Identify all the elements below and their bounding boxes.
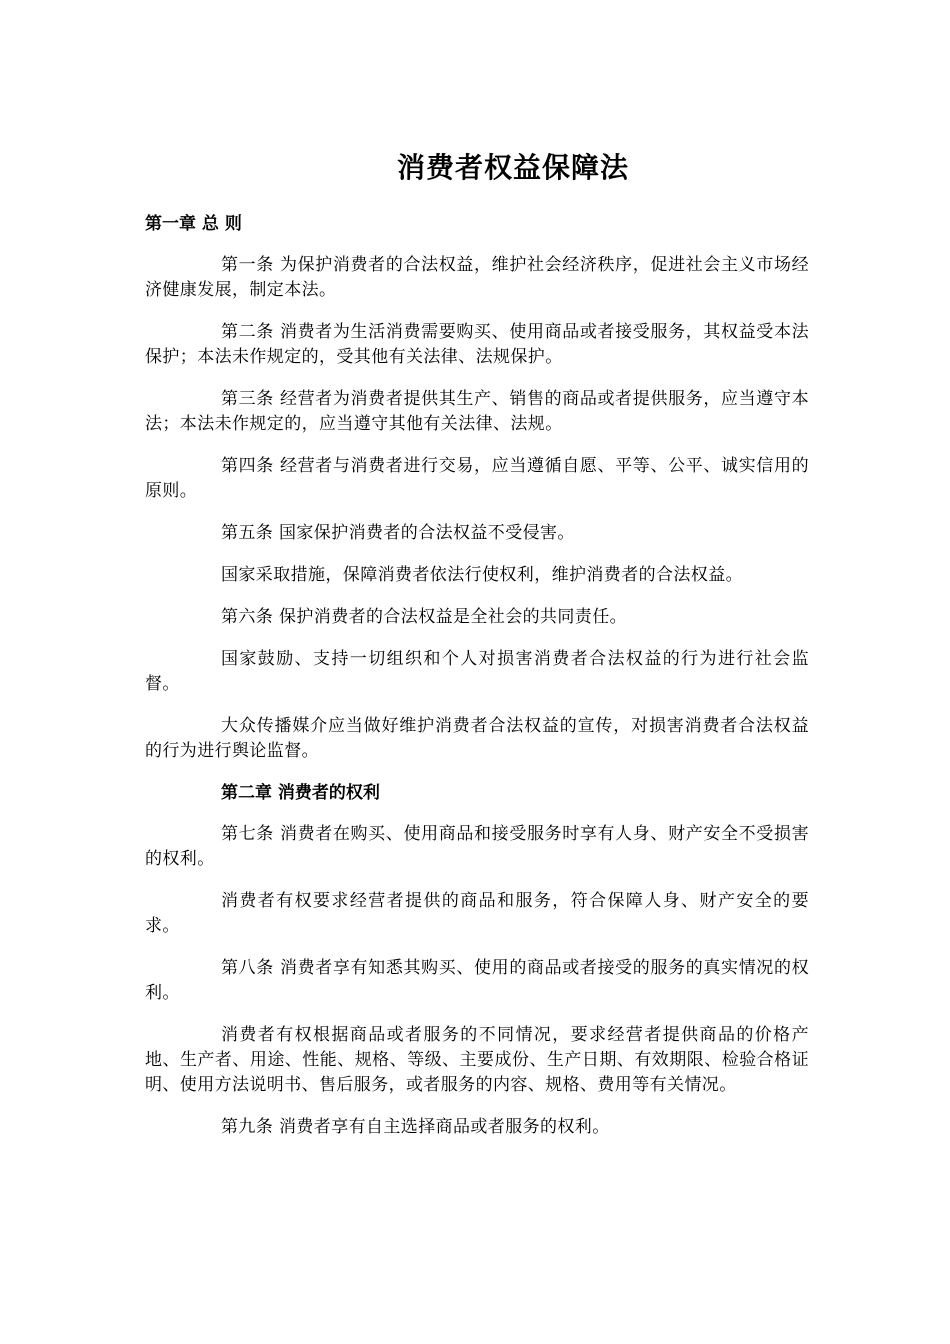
document-body [145,212,809,1157]
article-4: 第四条 经营者与消费者进行交易，应当遵循自愿、平等、公平、诚实信用的原则。 [145,456,809,501]
chapter-1-heading: 第一章 总 则 [145,214,242,234]
chapter-2-heading: 第二章 消费者的权利 [221,783,380,803]
article-6-paragraph-2: 国家鼓励、支持一切组织和个人对损害消费者合法权益的行为进行社会监督。 [145,649,809,694]
article-7-paragraph-2: 消费者有权要求经营者提供的商品和服务，符合保障人身、财产安全的要求。 [145,891,809,936]
article-6: 第六条 保护消费者的合法权益是全社会的共同责任。 [221,607,628,627]
article-8: 第八条 消费者享有知悉其购买、使用的商品或者接受的服务的真实情况的权利。 [145,958,809,1003]
article-5-paragraph-2: 国家采取措施，保障消费者依法行使权利，维护消费者的合法权益。 [221,565,743,585]
article-5: 第五条 国家保护消费者的合法权益不受侵害。 [221,523,575,543]
article-3: 第三条 经营者为消费者提供其生产、销售的商品或者提供服务，应当遵守本法；本法未作规定的，应当遵守其他有关法律、法规。 [145,389,809,434]
document-title: 消费者权益保障法 [396,151,629,184]
article-6-paragraph-3: 大众传播媒介应当做好维护消费者合法权益的宣传，对损害消费者合法权益的行为进行舆论监督。 [145,716,809,761]
article-9: 第九条 消费者享有自主选择商品或者服务的权利。 [221,1117,610,1137]
article-1: 第一条 为保护消费者的合法权益，维护社会经济秩序，促进社会主义市场经济健康发展，制定本法。 [145,255,809,300]
article-8-paragraph-2: 消费者有权根据商品或者服务的不同情况，要求经营者提供商品的价格产地、生产者、用途、性能、规格、等级、主要成份、生产日期、有效期限、检验合格证明、使用方法说明书、售后服务，或者服务的内容、规格、费用等有关情况。 [145,1025,809,1095]
article-7: 第七条 消费者在购买、使用商品和接受服务时享有人身、财产安全不受损害的权利。 [145,824,809,869]
article-2: 第二条 消费者为生活消费需要购买、使用商品或者接受服务，其权益受本法保护；本法未作规定的，受其他有关法律、法规保护。 [145,322,809,367]
